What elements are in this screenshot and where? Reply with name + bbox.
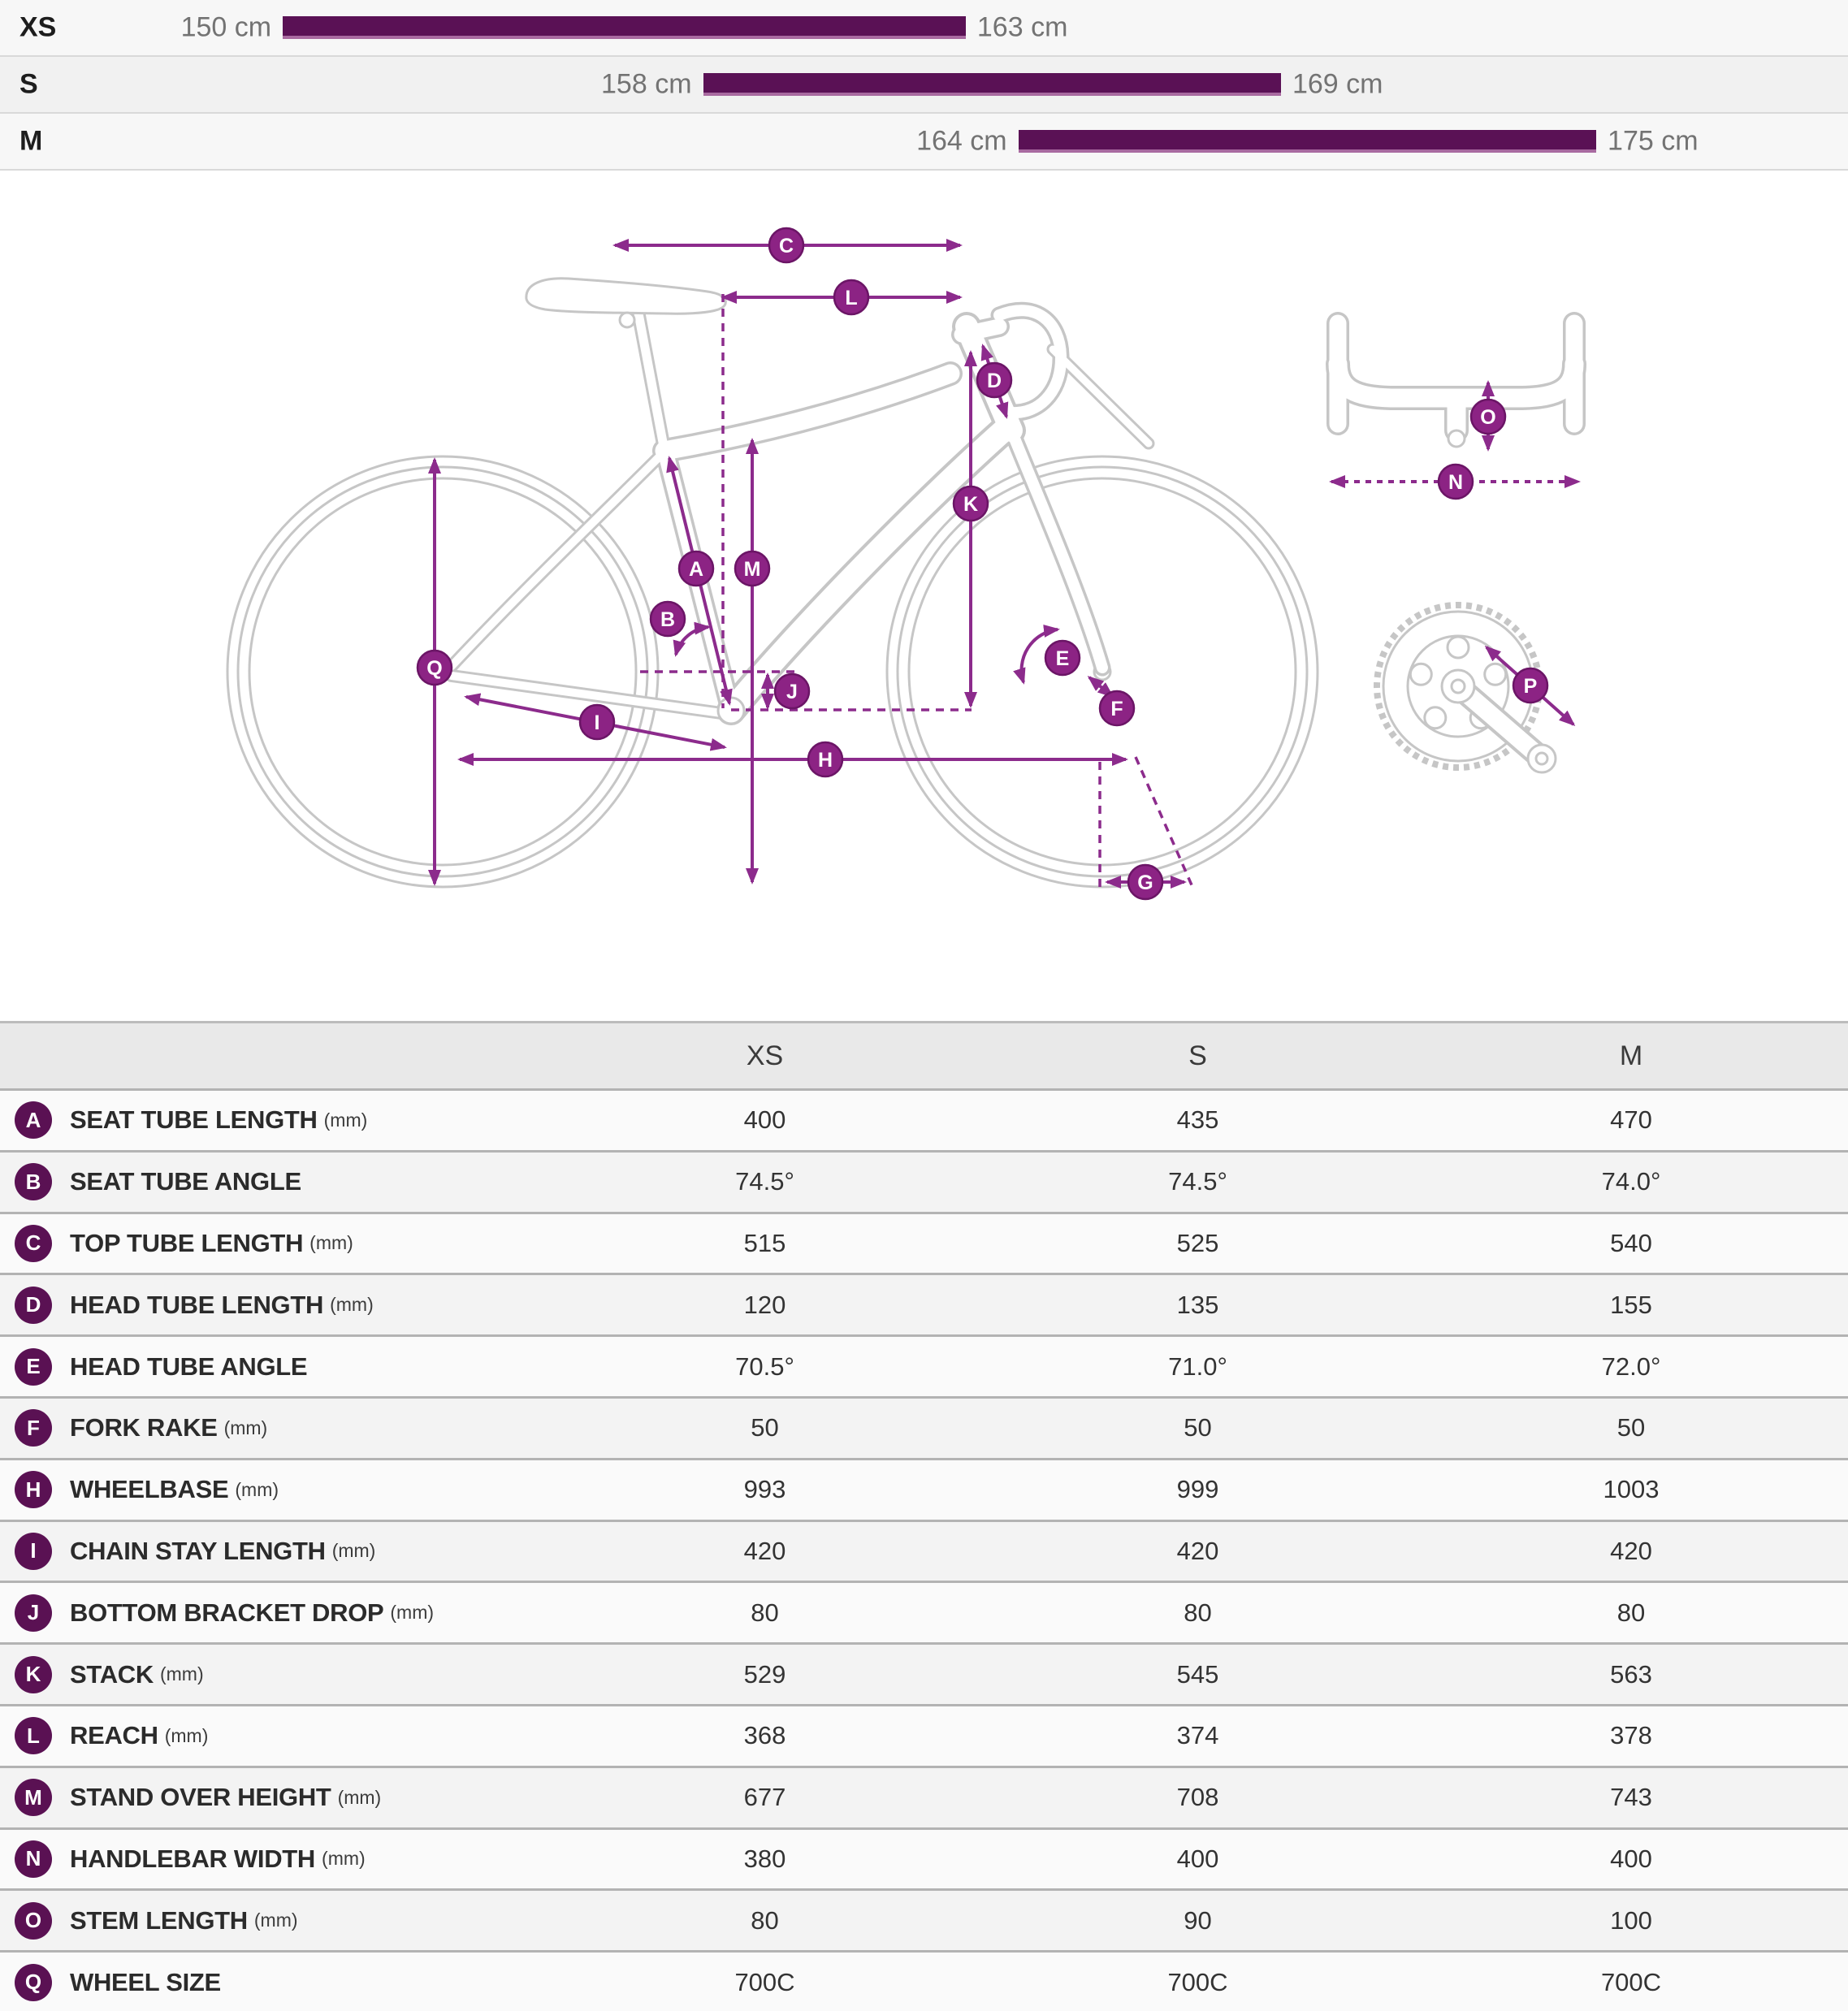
geometry-table — [0, 1021, 1848, 2011]
table-row-m — [0, 1766, 1848, 1827]
table-row-j — [0, 1581, 1848, 1642]
row-unit: (mm) — [390, 1602, 435, 1624]
diagram-badge-o — [1471, 400, 1505, 434]
row-unit: (mm) — [159, 1663, 204, 1685]
row-label: CHAIN STAY LENGTH — [70, 1536, 326, 1565]
value-cell-m: 470 — [1610, 1105, 1652, 1135]
height-min-label: 164 cm — [916, 125, 1007, 157]
svg-text:L: L — [845, 287, 858, 309]
row-label-cell — [0, 1101, 548, 1139]
diagram-badge-g — [1128, 865, 1162, 899]
svg-text:K: K — [963, 493, 979, 516]
row-label-cell — [0, 1471, 548, 1508]
diagram-badge-l — [834, 280, 868, 314]
svg-text:I: I — [594, 711, 600, 734]
row-unit: (mm) — [330, 1294, 374, 1316]
row-label: WHEELBASE — [70, 1475, 229, 1504]
row-letter-badge: M — [15, 1779, 52, 1816]
value-cell-m: 100 — [1610, 1905, 1652, 1935]
svg-text:B: B — [660, 608, 676, 631]
value-cell-m: 743 — [1610, 1783, 1652, 1812]
value-cell-s: 400 — [1176, 1844, 1219, 1873]
row-label: REACH — [70, 1721, 158, 1750]
row-label-cell — [0, 1409, 548, 1447]
row-label-cell — [0, 1964, 548, 2001]
svg-text:P: P — [1523, 675, 1538, 698]
row-letter-badge: J — [15, 1594, 52, 1632]
rider-height-chart — [0, 0, 1848, 171]
value-cell-xs: 515 — [743, 1228, 786, 1257]
row-letter-badge: O — [15, 1902, 52, 1940]
value-cell-s: 420 — [1176, 1536, 1219, 1565]
row-label-cell — [0, 1779, 548, 1816]
height-max-label: 163 cm — [976, 11, 1068, 43]
value-cell-xs: 74.5° — [735, 1167, 794, 1196]
value-cell-s: 90 — [1184, 1905, 1212, 1935]
table-row-i — [0, 1520, 1848, 1581]
value-cell-s: 50 — [1184, 1413, 1212, 1442]
table-row-o — [0, 1888, 1848, 1950]
row-unit: (mm) — [235, 1478, 279, 1500]
value-cell-m: 400 — [1610, 1844, 1652, 1873]
row-label: WHEEL SIZE — [70, 1967, 221, 1996]
row-unit: (mm) — [323, 1109, 368, 1131]
saddle-icon — [526, 279, 726, 314]
row-letter-badge: A — [15, 1101, 52, 1139]
geometry-table-header — [0, 1021, 1848, 1088]
svg-text:C: C — [778, 235, 794, 257]
row-letter-badge: B — [15, 1163, 52, 1200]
row-label-cell — [0, 1225, 548, 1262]
diagram-badge-n — [1439, 465, 1473, 499]
value-cell-xs: 368 — [743, 1721, 786, 1750]
value-cell-s: 708 — [1176, 1783, 1219, 1812]
table-row-h — [0, 1458, 1848, 1520]
diagram-badge-b — [651, 602, 685, 636]
row-label: HEAD TUBE LENGTH — [70, 1290, 324, 1319]
row-letter-badge: F — [15, 1409, 52, 1447]
row-letter-badge: K — [15, 1656, 52, 1693]
height-range-bar — [283, 16, 966, 39]
value-cell-xs: 120 — [743, 1290, 786, 1319]
diagram-badge-a — [679, 551, 713, 586]
row-label-cell — [0, 1717, 548, 1754]
geometry-diagram-section — [0, 171, 1848, 1021]
svg-text:D: D — [986, 370, 1002, 392]
row-unit: (mm) — [337, 1786, 382, 1808]
value-cell-m: 50 — [1616, 1413, 1646, 1442]
diagram-badge-j — [775, 674, 809, 708]
row-letter-badge: Q — [15, 1964, 52, 2001]
row-letter-badge: L — [15, 1717, 52, 1754]
value-cell-s: 700C — [1167, 1967, 1228, 1996]
value-cell-s: 80 — [1184, 1598, 1212, 1627]
table-row-k — [0, 1642, 1848, 1704]
value-cell-xs: 80 — [751, 1598, 779, 1627]
svg-text:G: G — [1137, 871, 1153, 894]
row-letter-badge: E — [15, 1348, 52, 1386]
row-label: HANDLEBAR WIDTH — [70, 1844, 316, 1873]
diagram-badge-k — [954, 487, 988, 521]
diagram-badge-q — [418, 651, 452, 685]
diagram-badge-p — [1513, 668, 1547, 703]
row-unit: (mm) — [309, 1232, 353, 1254]
row-unit: (mm) — [322, 1848, 366, 1870]
height-max-label: 169 cm — [1292, 68, 1383, 100]
svg-text:O: O — [1480, 406, 1496, 429]
value-cell-s: 435 — [1176, 1105, 1219, 1135]
svg-text:E: E — [1055, 647, 1070, 670]
value-cell-s: 545 — [1176, 1659, 1219, 1689]
svg-text:N: N — [1448, 471, 1464, 494]
size-label: S — [19, 68, 38, 100]
table-row-q — [0, 1950, 1848, 2011]
value-cell-s: 71.0° — [1168, 1351, 1227, 1381]
row-letter-badge: I — [15, 1533, 52, 1570]
row-label: BOTTOM BRACKET DROP — [70, 1598, 384, 1627]
row-label: STAND OVER HEIGHT — [70, 1783, 331, 1812]
svg-text:J: J — [786, 681, 798, 703]
table-row-a — [0, 1088, 1848, 1150]
value-cell-m: 540 — [1610, 1228, 1652, 1257]
size-label: XS — [19, 11, 57, 43]
row-label-cell — [0, 1840, 548, 1878]
row-letter-badge: C — [15, 1225, 52, 1262]
height-min-label: 150 cm — [180, 11, 272, 43]
table-row-f — [0, 1396, 1848, 1458]
row-label: STACK — [70, 1659, 154, 1689]
table-row-c — [0, 1212, 1848, 1274]
height-range-bar — [703, 73, 1281, 96]
value-cell-m: 378 — [1610, 1721, 1652, 1750]
diagram-badge-f — [1100, 691, 1134, 725]
value-cell-s: 74.5° — [1168, 1167, 1227, 1196]
row-label-cell — [0, 1533, 548, 1570]
row-label: HEAD TUBE ANGLE — [70, 1351, 308, 1381]
table-row-e — [0, 1334, 1848, 1396]
column-header-s: S — [1188, 1040, 1207, 1071]
svg-text:Q: Q — [426, 657, 443, 680]
row-label-cell — [0, 1594, 548, 1632]
diagram-badge-h — [808, 742, 842, 776]
row-label-cell — [0, 1902, 548, 1940]
table-row-n — [0, 1827, 1848, 1889]
value-cell-xs: 380 — [743, 1844, 786, 1873]
table-row-l — [0, 1704, 1848, 1766]
row-unit: (mm) — [253, 1909, 298, 1931]
value-cell-m: 80 — [1616, 1598, 1646, 1627]
size-label: M — [19, 125, 43, 157]
handlebar-top-view-icon — [1338, 323, 1574, 447]
value-cell-m: 155 — [1610, 1290, 1652, 1319]
column-header-m: M — [1619, 1040, 1643, 1071]
svg-text:M: M — [743, 558, 761, 581]
value-cell-xs: 400 — [743, 1105, 786, 1135]
row-label: FORK RAKE — [70, 1413, 218, 1442]
value-cell-xs: 700C — [734, 1967, 795, 1996]
diagram-badge-i — [580, 705, 614, 739]
diagram-badge-m — [735, 551, 769, 586]
value-cell-s: 525 — [1176, 1228, 1219, 1257]
value-cell-xs: 70.5° — [735, 1351, 794, 1381]
row-unit: (mm) — [331, 1540, 376, 1562]
row-letter-badge: N — [15, 1840, 52, 1878]
value-cell-m: 420 — [1610, 1536, 1652, 1565]
height-min-label: 158 cm — [601, 68, 692, 100]
value-cell-m: 74.0° — [1601, 1167, 1661, 1196]
row-label-cell — [0, 1287, 548, 1324]
value-cell-xs: 529 — [743, 1659, 786, 1689]
row-unit: (mm) — [164, 1724, 209, 1746]
geometry-table-rows — [0, 1088, 1848, 2011]
table-row-b — [0, 1150, 1848, 1212]
row-letter-badge: D — [15, 1287, 52, 1324]
row-label-cell — [0, 1348, 548, 1386]
size-row-xs — [0, 0, 1848, 57]
value-cell-xs: 993 — [743, 1475, 786, 1504]
svg-text:F: F — [1110, 698, 1123, 720]
row-unit: (mm) — [223, 1416, 268, 1438]
height-range-bar — [1019, 130, 1596, 153]
diagram-badge-e — [1045, 641, 1080, 675]
diagram-badge-d — [977, 363, 1011, 397]
row-label: TOP TUBE LENGTH — [70, 1228, 304, 1257]
value-cell-m: 1003 — [1603, 1475, 1660, 1504]
height-max-label: 175 cm — [1608, 125, 1699, 157]
value-cell-m: 563 — [1610, 1659, 1652, 1689]
svg-text:H: H — [817, 749, 833, 772]
row-label: SEAT TUBE LENGTH — [70, 1105, 318, 1135]
value-cell-m: 72.0° — [1601, 1351, 1661, 1381]
size-row-m — [0, 114, 1848, 171]
column-header-xs: XS — [746, 1040, 784, 1071]
diagram-badge-c — [769, 228, 803, 262]
row-label-cell — [0, 1163, 548, 1200]
size-row-s — [0, 57, 1848, 114]
row-label-cell — [0, 1656, 548, 1693]
row-letter-badge: H — [15, 1471, 52, 1508]
svg-text:A: A — [688, 558, 704, 581]
table-row-d — [0, 1273, 1848, 1334]
value-cell-m: 700C — [1600, 1967, 1662, 1996]
value-cell-s: 135 — [1176, 1290, 1219, 1319]
value-cell-s: 374 — [1176, 1721, 1219, 1750]
value-cell-xs: 50 — [751, 1413, 779, 1442]
value-cell-xs: 420 — [743, 1536, 786, 1565]
row-label: STEM LENGTH — [70, 1905, 248, 1935]
row-label: SEAT TUBE ANGLE — [70, 1167, 301, 1196]
value-cell-xs: 677 — [743, 1783, 786, 1812]
value-cell-s: 999 — [1176, 1475, 1219, 1504]
measurement-arrows — [435, 245, 1578, 884]
value-cell-xs: 80 — [751, 1905, 779, 1935]
bike-geometry-diagram — [0, 171, 1848, 1021]
